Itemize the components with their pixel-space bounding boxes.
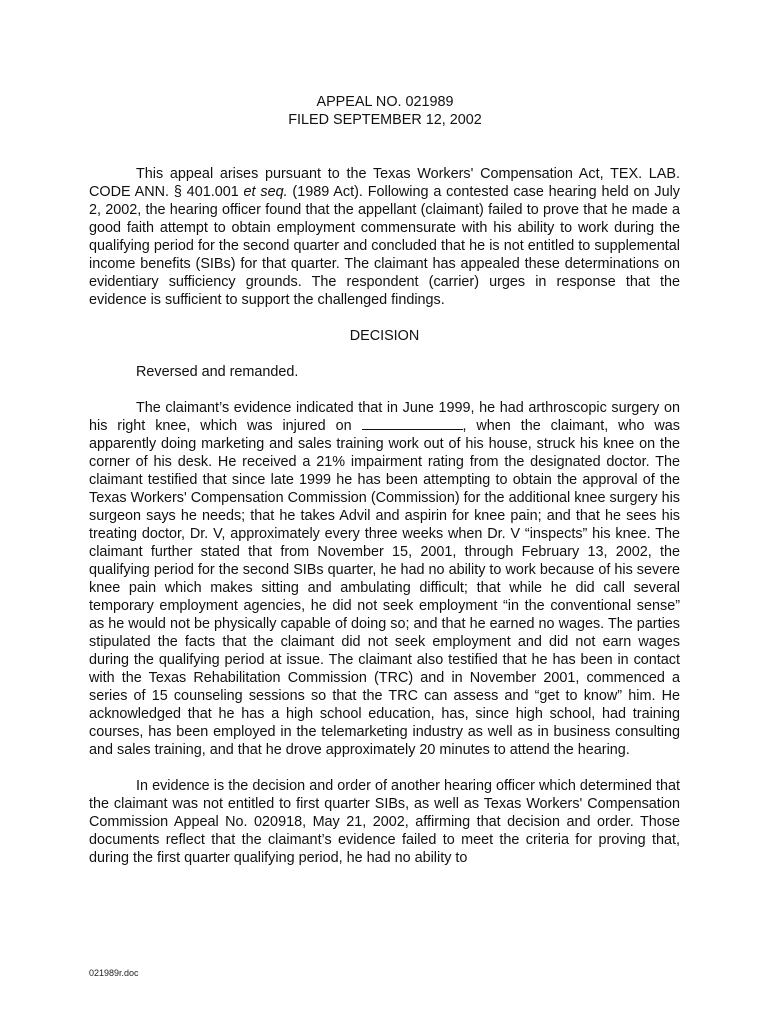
decision-heading: DECISION [349, 328, 420, 344]
prior-decision-paragraph: In evidence is the decision and order of another hearing officer which determined that the claimant was not entitled to first quarter SIBs, as well as Texas Workers' Compensation Commission Appeal No. 020918, May 21, 2002, affirming that decision and order. Those documents reflect that the claimant’s evidence failed to meet the criteria for proving that, during the first quarter qualifying period, he had no ability to [89, 778, 680, 866]
document-body [89, 165, 680, 867]
evidence-paragraph [89, 399, 680, 759]
intro-italic: et seq. [243, 184, 288, 200]
decision-text: Reversed and remanded. [136, 364, 299, 380]
evidence-text-2: , when the claimant, who was apparently doing marketing and sales training work out of his house, struck his knee on the corner of his desk. He received a 21% impairment rating from the designated doctor. The claimant testified that since late 1999 he has been attempting to obtain the approval of the Texas Workers' Compensation Commission (Commission) for the additional knee surgery his surgeon says he needs; that he takes Advil and aspirin for knee pain; and that he sees his treating doctor, Dr. V, approximately every three weeks when Dr. V “inspects” his knee. The claimant further stated that from November 15, 2001, through February 13, 2002, the qualifying period for the second SIBs quarter, he had no ability to work because of his severe knee pain which makes sitting and ambulating difficult; that while he did call several temporary employment agencies, he did not seek employment “in the conventional sense” as he would not be physically capable of doing so; and that he earned no wages. The parties stipulated the facts that the claimant did not seek employment and did not earn wages during the qualifying period at issue. The claimant also testified that he has been in contact with the Texas Rehabilitation Commission (TRC) and in November 2001, commenced a series of 15 counseling sessions so that the TRC can assess and “get to know” him. He acknowledged that he has a high school education, has, since high school, had training courses, has been employed in the telemarketing industry as well as in business consulting and sales training, and that he drove approximately 20 minutes to attend the hearing. [89, 418, 680, 758]
document-header [0, 93, 770, 129]
intro-text-2: (1989 Act). Following a contested case hearing held on July 2, 2002, the hearing officer found that the appellant (claimant) failed to prove that he made a good faith attempt to obtain employment commensurate with his ability to work during the qualifying period for the second quarter and concluded that he is not entitled to supplemental income benefits (SIBs) for that quarter. The claimant has appealed these determinations on evidentiary sufficiency grounds. The respondent (carrier) urges in response that the evidence is sufficient to support the challenged findings. [89, 184, 680, 308]
intro-text-1: This appeal arises pursuant to the Texas Workers' Compensation Act, TEX. LAB. CODE ANN. § 401.001 [89, 166, 680, 200]
intro-paragraph [89, 165, 680, 309]
evidence-text-1: The claimant’s evidence indicated that in June 1999, he had arthroscopic surgery on his right knee, which was injured on [89, 400, 680, 434]
redacted-date-blank [362, 417, 463, 430]
appeal-number: APPEAL NO. 021989 [316, 94, 454, 110]
footer-filename: 021989r.doc [89, 968, 139, 978]
filed-date: FILED SEPTEMBER 12, 2002 [288, 112, 482, 128]
